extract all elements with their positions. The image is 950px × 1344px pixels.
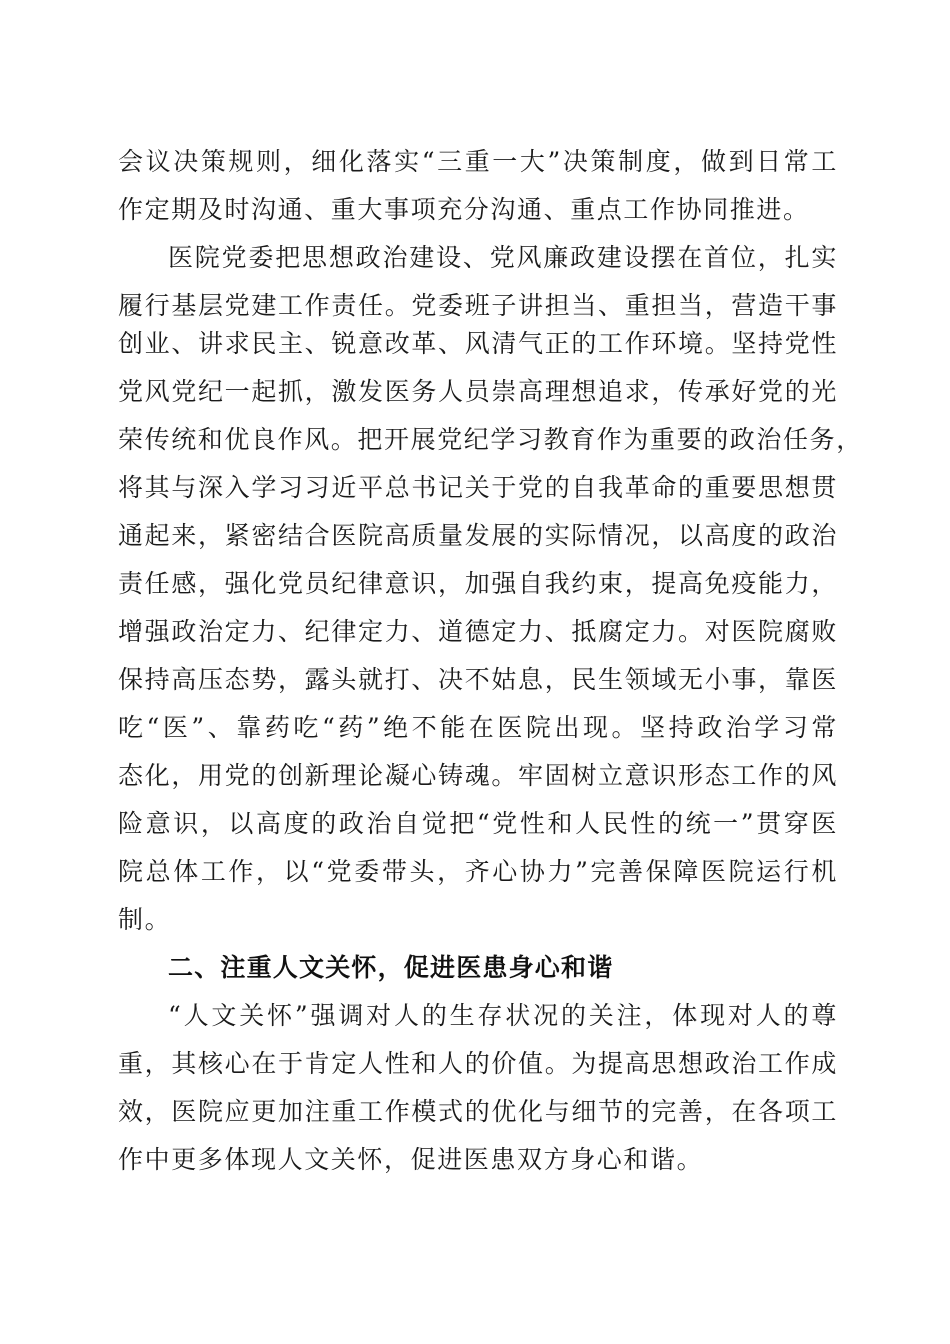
paragraph-2-line-2: 履行基层党建工作责任。党委班子讲担当、重担当，营造干事 [118,291,838,320]
paragraph-3-line-2: 重，其核心在于肯定人性和人的价值。为提高思想政治工作成 [118,1049,838,1078]
paragraph-2-line-1: 医院党委把思想政治建设、党风廉政建设摆在首位，扎实 [168,243,838,272]
paragraph-2-line-13: 险意识，以高度的政治自觉把“党性和人民性的统一”贯穿医 [118,809,838,838]
paragraph-2-line-14: 院总体工作，以“党委带头，齐心协力”完善保障医院运行机 [118,857,838,886]
paragraph-1-line-2: 作定期及时沟通、重大事项充分沟通、重点工作协同推进。 [118,195,810,224]
paragraph-2-line-5: 荣传统和优良作风。把开展党纪学习教育作为重要的政治任务， [118,425,863,454]
section-heading: 二、注重人文关怀，促进医患身心和谐 [168,953,614,982]
paragraph-2-line-9: 增强政治定力、纪律定力、道德定力、抵腐定力。对医院腐败 [118,617,838,646]
paragraph-2-line-15: 制。 [118,905,172,934]
paragraph-2-line-12: 态化，用党的创新理论凝心铸魂。牢固树立意识形态工作的风 [118,761,838,790]
paragraph-2-line-4: 党风党纪一起抓，激发医务人员崇高理想追求，传承好党的光 [118,377,838,406]
paragraph-1-line-1: 会议决策规则，细化落实“三重一大”决策制度，做到日常工 [118,147,838,176]
paragraph-2-line-6: 将其与深入学习习近平总书记关于党的自我革命的重要思想贯 [118,473,838,502]
paragraph-3-line-1: “人文关怀”强调对人的生存状况的关注，体现对人的尊 [168,1001,838,1030]
paragraph-2-line-8: 责任感，强化党员纪律意识，加强自我约束，提高免疫能力， [118,569,838,598]
paragraph-2-line-11: 吃“医”、靠药吃“药”绝不能在医院出现。坚持政治学习常 [118,713,838,742]
paragraph-2-line-7: 通起来，紧密结合医院高质量发展的实际情况，以高度的政治 [118,521,838,550]
paragraph-3-line-3: 效，医院应更加注重工作模式的优化与细节的完善，在各项工 [118,1097,838,1126]
paragraph-2-line-10: 保持高压态势，露头就打、决不姑息，民生领域无小事，靠医 [118,665,838,694]
paragraph-3-line-4: 作中更多体现人文关怀，促进医患双方身心和谐。 [118,1145,704,1174]
paragraph-2-line-3: 创业、讲求民主、锐意改革、风清气正的工作环境。坚持党性 [118,329,838,358]
